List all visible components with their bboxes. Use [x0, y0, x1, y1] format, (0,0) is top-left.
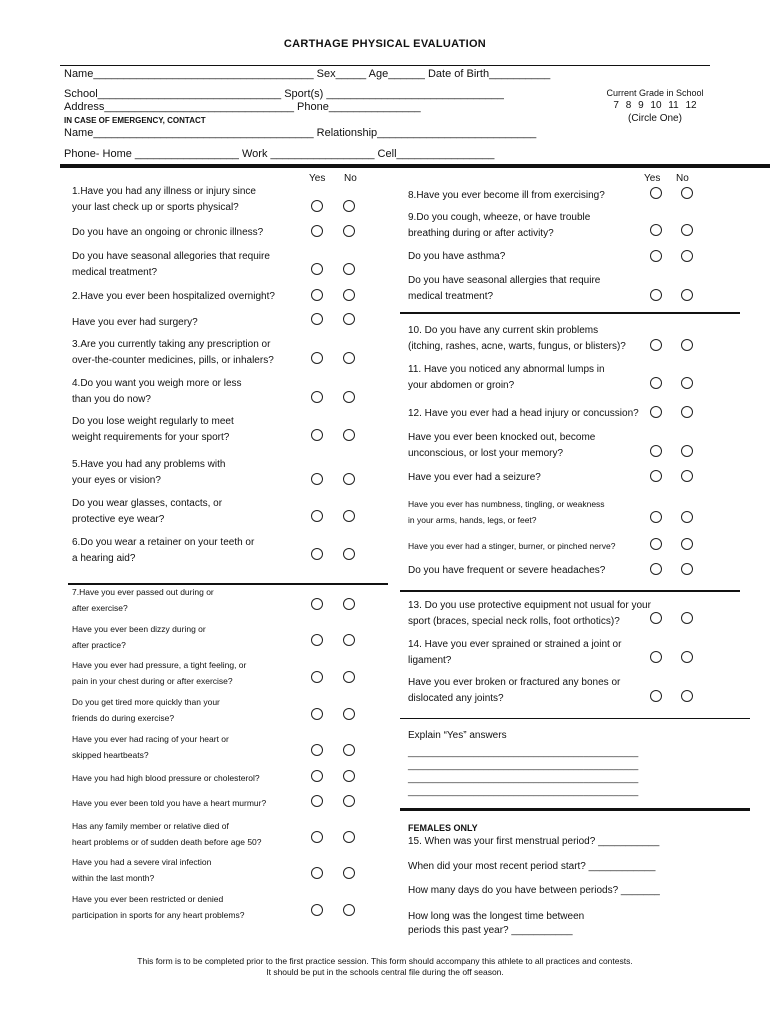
question-text-line: 4.Do you want you weigh more or less [72, 378, 242, 389]
female-q-first-period[interactable]: 15. When was your first menstrual period? ___________ [408, 836, 660, 847]
left-yes-radio-21[interactable] [311, 904, 323, 916]
left-question-13 [72, 621, 206, 653]
left-yes-radio-17[interactable] [311, 770, 323, 782]
right-yes-radio-15[interactable] [650, 690, 662, 702]
left-no-radio-7[interactable] [343, 391, 355, 403]
left-question-16 [72, 731, 229, 763]
right-question-8 [408, 430, 595, 462]
right-no-label: No [676, 173, 689, 184]
question-text-line: 1.Have you had any illness or injury since [72, 186, 256, 197]
right-yes-radio-10[interactable] [650, 511, 662, 523]
right-yes-radio-8[interactable] [650, 445, 662, 457]
question-text-line: Have you had high blood pressure or cholesterol? [72, 773, 260, 783]
left-yes-radio-19[interactable] [311, 831, 323, 843]
left-no-radio-4[interactable] [343, 289, 355, 301]
right-yes-radio-4[interactable] [650, 289, 662, 301]
left-question-18 [72, 795, 266, 811]
left-question-19 [72, 818, 262, 850]
question-text-line: 10. Do you have any current skin problems [408, 325, 599, 336]
right-yes-radio-9[interactable] [650, 470, 662, 482]
question-text-line: Have you ever been knocked out, become [408, 432, 596, 443]
left-no-radio-14[interactable] [343, 671, 355, 683]
left-no-radio-17[interactable] [343, 770, 355, 782]
question-text-line: heart problems or of sudden death before age 50? [72, 837, 262, 847]
question-text-line: 2.Have you ever been hospitalized overnight? [72, 291, 275, 302]
left-question-20 [72, 854, 211, 886]
left-yes-radio-14[interactable] [311, 671, 323, 683]
right-divider-rule-3 [400, 718, 750, 719]
question-text-line: Have you ever had surgery? [72, 317, 198, 328]
question-text-line: medical treatment? [408, 291, 494, 302]
name-sex-age-dob-line[interactable]: Name____________________________________ Sex_____ Age______ Date of Birth__________ [64, 68, 551, 80]
left-no-radio-1[interactable] [343, 200, 355, 212]
left-no-radio-13[interactable] [343, 634, 355, 646]
right-question-10 [408, 496, 605, 528]
right-divider-rule-2 [400, 590, 740, 592]
left-question-10 [72, 496, 222, 528]
right-question-9 [408, 470, 541, 486]
explain-line-3[interactable]: ______________________________________________ [408, 773, 639, 783]
right-question-15 [408, 675, 620, 707]
question-text-line: Have you ever been told you have a heart murmur? [72, 798, 267, 808]
left-yes-radio-12[interactable] [311, 598, 323, 610]
left-no-radio-9[interactable] [343, 473, 355, 485]
question-text-line: weight requirements for your sport? [72, 432, 230, 443]
right-yes-radio-13[interactable] [650, 612, 662, 624]
right-yes-radio-2[interactable] [650, 224, 662, 236]
address-phone-line[interactable]: Address_______________________________ Phone_______________ [64, 101, 421, 113]
left-no-radio-3[interactable] [343, 263, 355, 275]
right-no-radio-7[interactable] [681, 406, 693, 418]
left-yes-radio-1[interactable] [311, 200, 323, 212]
question-text-line: 11. Have you noticed any abnormal lumps in [408, 364, 605, 375]
question-text-line: sport (braces, special neck rolls, foot orthotics)? [408, 616, 620, 627]
question-text-line: your last check up or sports physical? [72, 202, 239, 213]
right-question-4 [408, 273, 600, 305]
left-yes-radio-18[interactable] [311, 795, 323, 807]
left-yes-radio-11[interactable] [311, 548, 323, 560]
left-yes-radio-6[interactable] [311, 352, 323, 364]
question-text-line: 12. Have you ever had a head injury or concussion? [408, 408, 639, 419]
right-question-3 [408, 249, 505, 265]
left-question-7 [72, 376, 242, 408]
right-yes-radio-14[interactable] [650, 651, 662, 663]
left-yes-radio-15[interactable] [311, 708, 323, 720]
question-text-line: breathing during or after activity? [408, 228, 554, 239]
question-text-line: ligament? [408, 655, 452, 666]
left-yes-radio-10[interactable] [311, 510, 323, 522]
right-yes-label: Yes [644, 173, 661, 184]
female-q-days-between[interactable]: How many days do you have between periods? _______ [408, 885, 660, 896]
question-text-line: 7.Have you ever passed out during or [72, 587, 214, 597]
left-question-2 [72, 225, 263, 241]
question-text-line: Do you have seasonal allegories that require [72, 251, 270, 262]
right-question-14 [408, 637, 621, 669]
right-question-2 [408, 210, 590, 242]
form-title: CARTHAGE PHYSICAL EVALUATION [283, 38, 487, 50]
left-question-6 [72, 337, 274, 369]
school-sport-line[interactable]: School______________________________ Sport(s) _____________________________ [64, 88, 504, 100]
female-q-longest-time-line2[interactable]: periods this past year? ___________ [408, 925, 573, 936]
right-no-radio-4[interactable] [681, 289, 693, 301]
question-text-line: Have you ever had racing of your heart or [72, 734, 229, 744]
right-yes-radio-11[interactable] [650, 538, 662, 550]
question-text-line: than you do now? [72, 394, 151, 405]
question-text-line: Do you wear glasses, contacts, or [72, 498, 223, 509]
left-no-radio-15[interactable] [343, 708, 355, 720]
right-question-11 [408, 538, 615, 554]
question-text-line: Have you ever had pressure, a tight feeling, or [72, 660, 247, 670]
question-text-line: a hearing aid? [72, 553, 136, 564]
left-no-radio-6[interactable] [343, 352, 355, 364]
left-yes-radio-5[interactable] [311, 313, 323, 325]
question-text-line: skipped heartbeats? [72, 750, 149, 760]
question-text-line: protective eye wear? [72, 514, 165, 525]
left-no-radio-16[interactable] [343, 744, 355, 756]
left-yes-radio-9[interactable] [311, 473, 323, 485]
females-heading: FEMALES ONLY [408, 823, 478, 833]
right-no-radio-5[interactable] [681, 339, 693, 351]
explain-label: Explain “Yes” answers [408, 730, 507, 741]
right-yes-radio-12[interactable] [650, 563, 662, 575]
left-question-12 [72, 584, 214, 616]
question-text-line: Do you lose weight regularly to meet [72, 416, 234, 427]
left-no-radio-21[interactable] [343, 904, 355, 916]
footer-line-1: This form is to be completed prior to the first practice session. This form should accompany this athlete to all practices and contests. [137, 956, 633, 966]
left-question-14 [72, 657, 246, 689]
right-divider-rule-1 [400, 312, 740, 314]
left-yes-radio-20[interactable] [311, 867, 323, 879]
left-question-21 [72, 891, 244, 923]
question-text-line: participation in sports for any heart problems? [72, 910, 245, 920]
question-text-line: friends do during exercise? [72, 713, 175, 723]
left-no-radio-2[interactable] [343, 225, 355, 237]
question-text-line: Have you ever had a seizure? [408, 472, 541, 483]
left-no-label: No [344, 173, 357, 184]
left-yes-radio-2[interactable] [311, 225, 323, 237]
right-no-radio-2[interactable] [681, 224, 693, 236]
explain-line-1[interactable]: ______________________________________________ [408, 747, 639, 757]
left-question-1 [72, 184, 256, 216]
left-yes-radio-7[interactable] [311, 391, 323, 403]
left-question-11 [72, 535, 254, 567]
question-text-line: Have you ever been dizzy during or [72, 624, 206, 634]
question-text-line: over-the-counter medicines, pills, or inhalers? [72, 355, 274, 366]
explain-line-4[interactable]: ______________________________________________ [408, 786, 639, 796]
question-text-line: in your arms, hands, legs, or feet? [408, 515, 537, 525]
left-yes-radio-16[interactable] [311, 744, 323, 756]
right-question-6 [408, 362, 605, 394]
question-text-line: (itching, rashes, acne, warts, fungus, or blisters)? [408, 341, 626, 352]
question-text-line: your eyes or vision? [72, 475, 161, 486]
left-question-9 [72, 457, 225, 489]
left-question-5 [72, 315, 198, 331]
question-text-line: Do you have asthma? [408, 251, 506, 262]
left-no-radio-10[interactable] [343, 510, 355, 522]
right-no-radio-9[interactable] [681, 470, 693, 482]
question-text-line: Do you have an ongoing or chronic illness? [72, 227, 264, 238]
question-text-line: Has any family member or relative died of [72, 821, 229, 831]
question-text-line: after practice? [72, 640, 126, 650]
left-no-radio-18[interactable] [343, 795, 355, 807]
right-divider-rule-4 [400, 808, 750, 811]
right-no-radio-13[interactable] [681, 612, 693, 624]
female-q-longest-time: How long was the longest time between [408, 911, 585, 922]
right-question-1 [408, 188, 605, 204]
right-yes-radio-1[interactable] [650, 187, 662, 199]
right-question-7 [408, 406, 639, 422]
left-no-radio-19[interactable] [343, 831, 355, 843]
left-yes-label: Yes [309, 173, 326, 184]
left-question-4 [72, 289, 275, 305]
question-text-line: medical treatment? [72, 267, 158, 278]
left-question-15 [72, 694, 220, 726]
right-no-radio-10[interactable] [681, 511, 693, 523]
header-bottom-rule [60, 164, 770, 168]
female-q-recent-period[interactable]: When did your most recent period start? ____________ [408, 861, 656, 872]
question-text-line: 9.Do you cough, wheeze, or have trouble [408, 212, 591, 223]
right-no-radio-12[interactable] [681, 563, 693, 575]
question-text-line: unconscious, or lost your memory? [408, 448, 564, 459]
grade-options[interactable]: 7 8 9 10 11 12 [613, 100, 697, 111]
right-no-radio-15[interactable] [681, 690, 693, 702]
left-no-radio-20[interactable] [343, 867, 355, 879]
left-question-17 [72, 770, 260, 786]
left-yes-radio-4[interactable] [311, 289, 323, 301]
right-question-5 [408, 323, 626, 355]
right-no-radio-8[interactable] [681, 445, 693, 457]
emergency-heading: IN CASE OF EMERGENCY, CONTACT [64, 116, 206, 125]
left-no-radio-5[interactable] [343, 313, 355, 325]
left-no-radio-12[interactable] [343, 598, 355, 610]
question-text-line: 5.Have you had any problems with [72, 459, 226, 470]
left-yes-radio-13[interactable] [311, 634, 323, 646]
question-text-line: within the last month? [72, 873, 155, 883]
footer-line-2: It should be put in the schools central file during the off season. [266, 967, 504, 977]
question-text-line: Have you had a severe viral infection [72, 857, 212, 867]
question-text-line: Do you have seasonal allergies that require [408, 275, 601, 286]
contact-name-line[interactable]: Name____________________________________ Relationship__________________________ [64, 127, 537, 139]
question-text-line: your abdomen or groin? [408, 380, 515, 391]
right-no-radio-14[interactable] [681, 651, 693, 663]
question-text-line: 8.Have you ever become ill from exercising? [408, 190, 605, 201]
question-text-line: after exercise? [72, 603, 128, 613]
question-text-line: 6.Do you wear a retainer on your teeth or [72, 537, 255, 548]
right-yes-radio-3[interactable] [650, 250, 662, 262]
left-question-3 [72, 249, 270, 281]
right-no-radio-3[interactable] [681, 250, 693, 262]
right-yes-radio-5[interactable] [650, 339, 662, 351]
question-text-line: 13. Do you use protective equipment not usual for your [408, 600, 651, 611]
left-yes-radio-8[interactable] [311, 429, 323, 441]
question-text-line: 14. Have you ever sprained or strained a joint or [408, 639, 622, 650]
question-text-line: dislocated any joints? [408, 693, 504, 704]
right-question-12 [408, 563, 605, 579]
question-text-line: Do you get tired more quickly than your [72, 697, 220, 707]
question-text-line: pain in your chest during or after exercise? [72, 676, 233, 686]
right-yes-radio-7[interactable] [650, 406, 662, 418]
right-yes-radio-6[interactable] [650, 377, 662, 389]
right-question-13 [408, 598, 651, 630]
question-text-line: Have you ever been restricted or denied [72, 894, 224, 904]
explain-line-2[interactable]: ______________________________________________ [408, 760, 639, 770]
grade-note: (Circle One) [628, 113, 682, 124]
left-yes-radio-3[interactable] [311, 263, 323, 275]
right-no-radio-11[interactable] [681, 538, 693, 550]
question-text-line: 3.Are you currently taking any prescription or [72, 339, 271, 350]
question-text-line: Have you ever broken or fractured any bones or [408, 677, 621, 688]
phones-line[interactable]: Phone- Home _________________ Work _________________ Cell________________ [64, 148, 495, 160]
right-no-radio-6[interactable] [681, 377, 693, 389]
left-no-radio-11[interactable] [343, 548, 355, 560]
left-question-8 [72, 414, 234, 446]
question-text-line: Have you ever had a stinger, burner, or pinched nerve? [408, 541, 616, 551]
header-top-rule [60, 65, 710, 66]
question-text-line: Do you have frequent or severe headaches? [408, 565, 606, 576]
right-no-radio-1[interactable] [681, 187, 693, 199]
left-no-radio-8[interactable] [343, 429, 355, 441]
grade-title: Current Grade in School [606, 88, 704, 98]
question-text-line: Have you ever has numbness, tingling, or weakness [408, 499, 605, 509]
